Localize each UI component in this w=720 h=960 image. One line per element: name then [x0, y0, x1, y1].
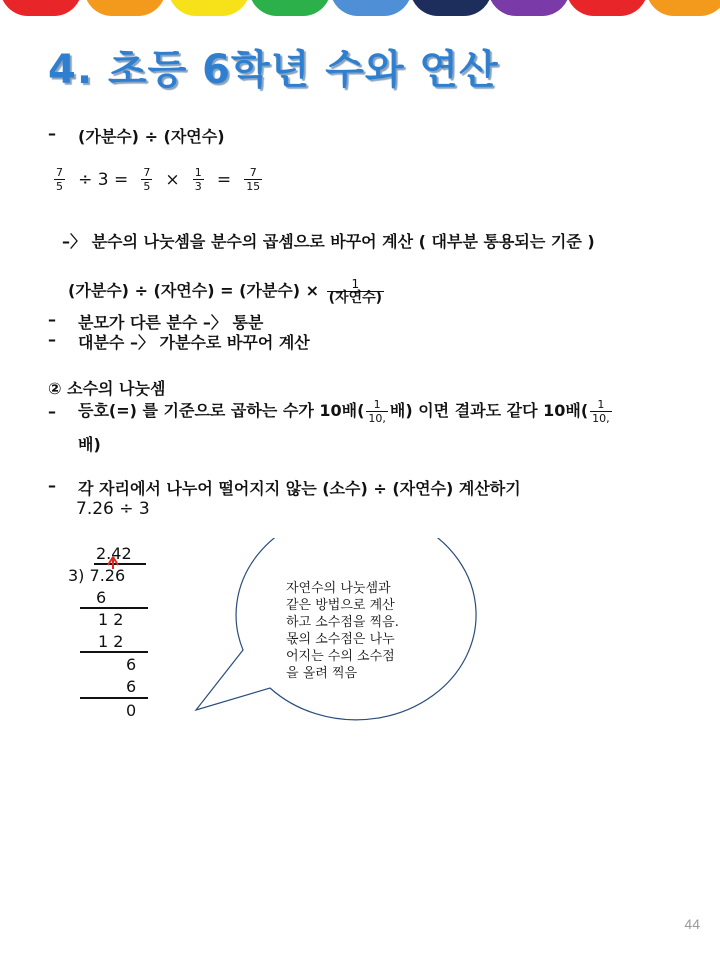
- division-step: 6: [126, 655, 137, 674]
- bullet-common-denominator: 분모가 다른 분수 –〉 통분: [78, 313, 264, 332]
- formula: (가분수) ÷ (자연수) = (가분수) × $\frac{1}{\text{(자연수)}}$: [68, 277, 383, 306]
- bubble-note: 자연수의 나눗셈과 같은 방법으로 계산 하고 소수점을 찍음. 몫의 소수점은 나누 어지는 수의 소수점 을 올려 찍음: [286, 581, 399, 681]
- fraction: $\frac{7}{15}$: [246, 166, 261, 193]
- division-step: 6: [96, 588, 107, 607]
- divisor-dividend: 3) 7.26: [68, 566, 126, 585]
- page-title: 4. 초등 6학년 수와 연산: [48, 47, 499, 93]
- heading-improper-fraction-div: (가분수) ÷ (자연수): [78, 127, 225, 146]
- quotient: 2.42: [96, 544, 132, 563]
- section-heading-decimal-division: ② 소수의 나눗셈: [48, 379, 166, 398]
- rule-line-end: 배): [78, 435, 101, 454]
- rainbow-pill: [566, 0, 648, 16]
- rainbow-pill: [410, 0, 492, 16]
- division-step: 1 2: [98, 610, 124, 629]
- fraction: $\frac{1}{10,}$: [368, 398, 386, 425]
- bullet-dash: –: [48, 330, 56, 349]
- fraction: $\frac{1}{\text{(자연수)}}$: [328, 277, 383, 306]
- division-line: [80, 651, 148, 653]
- rule-decimal-division: 각 자리에서 나누어 떨어지지 않는 (소수) ÷ (자연수) 계산하기: [78, 479, 521, 498]
- rainbow-pill: [646, 0, 720, 16]
- fraction-example: $\frac{7}{5}$ ÷ 3 = $\frac{7}{5}$ × $\frac{1}{3}$ = $\frac{7}{15}$: [56, 166, 261, 193]
- rainbow-pill: [488, 0, 570, 16]
- fraction: $\frac{1}{10,}$: [592, 398, 610, 425]
- rainbow-pill: [0, 0, 82, 16]
- page-number: 44: [684, 916, 700, 932]
- bullet-mixed-number: 대분수 –〉 가분수로 바꾸어 계산: [78, 333, 310, 352]
- rainbow-pill: [330, 0, 412, 16]
- rainbow-pill: [168, 0, 250, 16]
- division-line: [80, 607, 148, 609]
- fraction: $\frac{1}{3}$: [194, 166, 202, 193]
- arrow-note: –〉 분수의 나눗셈을 분수의 곱셈으로 바꾸어 계산 ( 대부분 통용되는 기준 ): [62, 232, 595, 251]
- rule-line: 등호(=) 를 기준으로 곱하는 수가 10배( $\frac{1}{10,}$ 배) 이면 결과도 같다 10배( $\frac{1}{10,}$: [78, 398, 610, 425]
- division-remainder: 0: [126, 701, 137, 720]
- division-step: 1 2: [98, 632, 124, 651]
- bullet-dash: –: [48, 402, 56, 421]
- fraction: $\frac{7}{5}$: [143, 166, 151, 193]
- rainbow-border: [0, 0, 720, 20]
- division-bar: [94, 563, 146, 565]
- decimal-point-arrow-icon: [106, 556, 120, 570]
- fraction: $\frac{7}{5}$: [56, 166, 63, 193]
- division-expression: 7.26 ÷ 3: [76, 499, 150, 519]
- bullet-dash: –: [48, 310, 56, 329]
- division-step: 6: [126, 677, 137, 696]
- bullet-dash: –: [48, 476, 56, 495]
- division-line: [80, 697, 148, 699]
- rainbow-pill: [249, 0, 331, 16]
- bullet-dash: –: [48, 124, 56, 143]
- rainbow-pill: [84, 0, 166, 16]
